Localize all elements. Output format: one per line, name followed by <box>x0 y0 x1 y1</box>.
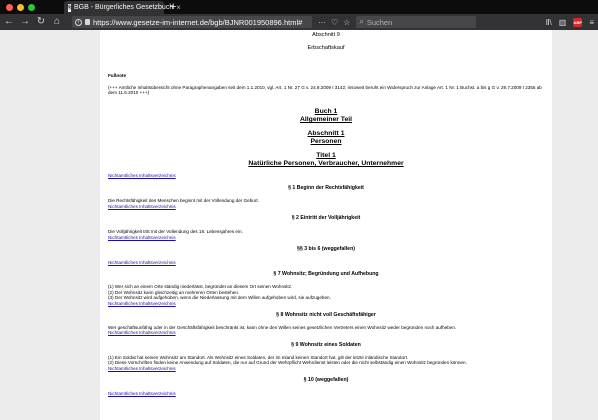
section-line: (1) Wer sich an einem Orte ständig niederlässt, begründet an diesem Ort seinen Wohnsitz. <box>108 283 293 289</box>
section-title: § 7 Wohnsitz; Begründung und Aufhebung <box>273 271 379 278</box>
toc-link[interactable]: Nichtamtliches Inhaltsverzeichnis <box>108 330 176 336</box>
url-text[interactable]: https://www.gesetze-im-internet.de/bgb/BJNR001950896.html# <box>93 17 303 27</box>
toc-link[interactable]: Nichtamtliches Inhaltsverzeichnis <box>108 172 176 178</box>
fussnote-label: Fußnote <box>108 73 127 79</box>
forward-button[interactable]: → <box>20 16 30 27</box>
search-bar[interactable] <box>356 16 476 28</box>
lock-icon <box>85 19 90 25</box>
section-title: §§ 3 bis 6 (weggefallen) <box>297 246 355 253</box>
home-button[interactable]: ⌂ <box>53 16 61 27</box>
law-document <box>100 30 552 420</box>
section-line: Die Volljährigkeit tritt mit der Vollendung des 18. Lebensjahres ein. <box>108 228 243 234</box>
tab-title: BGB - Bürgerliches Gesetzbuch <box>74 4 174 11</box>
heading-titel-1-name: Natürliche Personen, Verbraucher, Unternehmer <box>248 159 404 167</box>
url-actions <box>318 18 350 27</box>
section-line: (2) Diese Vorschriften finden keine Anwendung auf Soldaten, die nur auf Grund der Wehrpflicht Wehrdienst leisten oder die nicht selbständig einen Wohnsitz begründen können. <box>108 360 467 366</box>
pocket-icon[interactable]: ♡ <box>331 17 339 27</box>
bookmark-star-icon[interactable]: ☆ <box>343 17 351 27</box>
back-button[interactable]: ← <box>4 16 14 27</box>
heading-titel-1: Titel 1 <box>316 151 336 159</box>
minimize-window-button[interactable] <box>17 4 24 11</box>
heading-allgemeiner-teil: Allgemeiner Teil <box>300 115 352 123</box>
maximize-window-button[interactable] <box>28 4 35 11</box>
new-tab-button[interactable]: + <box>170 1 177 13</box>
section-title: § 10 (weggefallen) <box>303 377 349 384</box>
toc-link[interactable]: Nichtamtliches Inhaltsverzeichnis <box>108 300 176 306</box>
toc-link[interactable]: Nichtamtliches Inhaltsverzeichnis <box>108 203 176 209</box>
toc-link[interactable]: Nichtamtliches Inhaltsverzeichnis <box>108 391 176 397</box>
search-icon: ⌕ <box>359 17 364 26</box>
page-viewport[interactable] <box>0 30 598 420</box>
section-title: § 9 Wohnsitz eines Soldaten <box>291 342 361 349</box>
section-title: § 1 Beginn der Rechtsfähigkeit <box>288 184 364 191</box>
fussnote-text: (+++ Amtliche Inhaltsübersicht ohne Paragraphenangaben seit dem 1.1.2010, vgl. Art. 1 Nr. 27 G v. 24.9.2009 I 3142; insoweit beruht ein Widerspruch zur Anlage Art. 1 Nr. 1 Buchst. a bis g G v. 29.7.2009 I 2355 ab dem 11.6.2010 +++) <box>108 84 542 96</box>
sidebar-icon[interactable]: ▥ <box>558 17 567 27</box>
heading-abschnitt-1: Abschnitt 1 <box>307 129 345 137</box>
heading-erbschaftskauf: Erbschaftskauf <box>307 44 345 51</box>
toolbar-right-icons <box>546 18 594 27</box>
url-bar[interactable] <box>72 16 312 28</box>
adblock-icon[interactable]: ABP <box>573 19 583 25</box>
info-icon[interactable]: i <box>75 19 82 26</box>
section-title: § 2 Eintritt der Volljährigkeit <box>291 215 361 222</box>
section-title: § 8 Wohnsitz nicht voll Geschäftsfähiger <box>276 312 376 319</box>
heading-personen: Personen <box>310 137 342 145</box>
favicon-icon: § <box>68 4 71 11</box>
search-input[interactable] <box>367 18 467 27</box>
section-line: Wer geschäftsunfähig oder in der Geschäftsfähigkeit beschränkt ist, kann ohne den Willen seines gesetzlichen Vertreters einen Wohnsitz weder begründen noch aufheben. <box>108 324 457 330</box>
section-line: (2) Der Wohnsitz kann gleichzeitig an mehreren Orten bestehen. <box>108 289 240 295</box>
menu-icon[interactable]: ≡ <box>589 17 594 27</box>
heading-buch-1: Buch 1 <box>314 107 338 115</box>
section-line: Die Rechtsfähigkeit des Menschen beginnt mit der Vollendung der Geburt. <box>108 198 259 204</box>
browser-titlebar <box>0 0 598 14</box>
toc-link[interactable]: Nichtamtliches Inhaltsverzeichnis <box>108 365 176 371</box>
heading-abschnitt-9: Abschnitt 9 <box>312 32 340 38</box>
toc-link[interactable]: Nichtamtliches Inhaltsverzeichnis <box>108 234 176 240</box>
toc-link[interactable]: Nichtamtliches Inhaltsverzeichnis <box>108 259 176 265</box>
close-window-button[interactable] <box>6 4 13 11</box>
page-actions-icon[interactable]: ··· <box>318 17 326 27</box>
section-line: (1) Ein Soldat hat seinen Wohnsitz am Standort. Als Wohnsitz eines Soldaten, der im Inland keinen Standort hat, gilt der letzte inländische Standort. <box>108 354 409 360</box>
window-controls <box>6 4 35 11</box>
browser-tab[interactable] <box>64 1 181 14</box>
browser-toolbar <box>0 14 598 30</box>
section-line: (3) Der Wohnsitz wird aufgehoben, wenn die Niederlassung mit dem Willen aufgehoben wird, sie aufzugeben. <box>108 295 331 301</box>
reload-button[interactable]: ↻ <box>36 16 46 27</box>
library-icon[interactable]: Ⅱ\ <box>545 17 552 27</box>
tab-close-icon[interactable]: × <box>176 2 181 12</box>
